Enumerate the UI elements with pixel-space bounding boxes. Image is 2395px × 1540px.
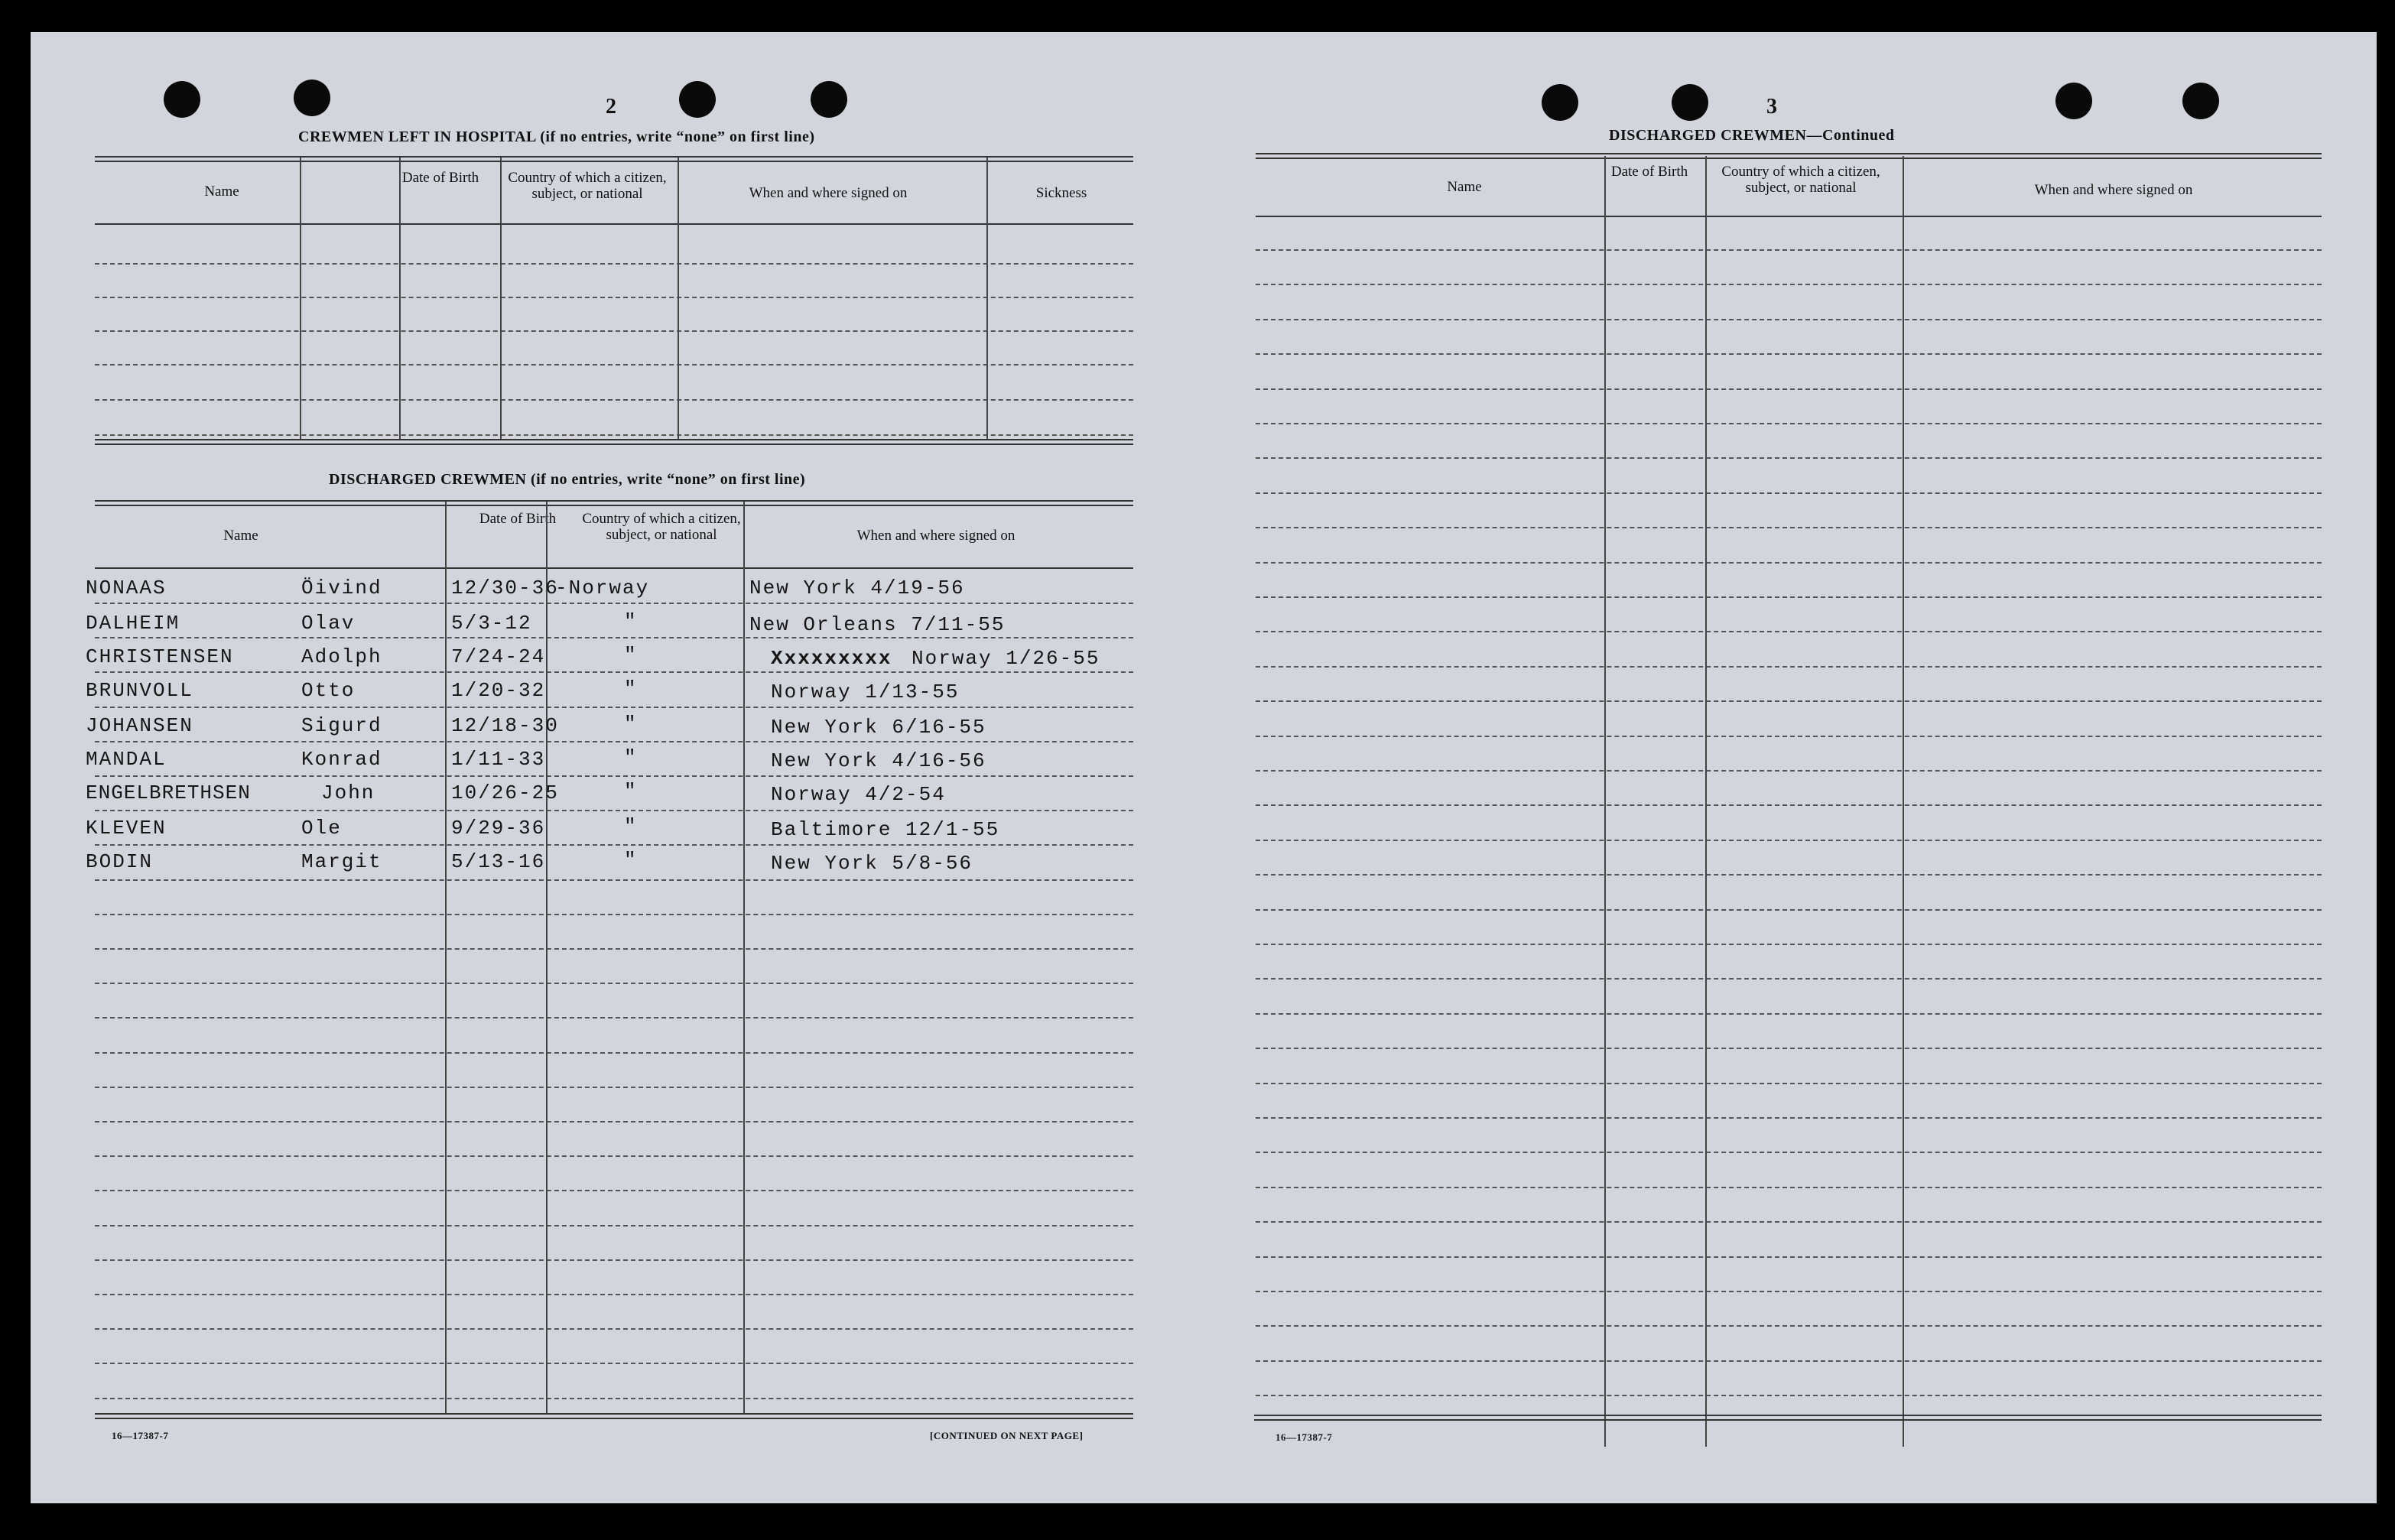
hospital-section-title: CREWMEN LEFT IN HOSPITAL (if no entries, write “none” on first line) <box>298 128 815 145</box>
cell-dob: 1/11-33 <box>451 748 546 771</box>
rule <box>95 567 1133 569</box>
cell-signed-on: Norway 1/13-55 <box>771 681 960 703</box>
column-divider <box>399 158 401 439</box>
row-rule <box>95 810 1133 811</box>
cell-country: " <box>624 849 638 872</box>
row-rule <box>95 948 1133 950</box>
column-header-name: Name <box>223 528 258 544</box>
cell-surname: ENGELBRETHSEN <box>86 781 251 804</box>
cell-given-name: Adolph <box>301 645 382 668</box>
row-rule <box>95 1328 1133 1330</box>
column-divider <box>678 158 679 439</box>
row-rule <box>95 707 1133 708</box>
cell-dob: 9/29-36 <box>451 817 546 840</box>
row-rule <box>95 1225 1133 1226</box>
cell-given-name: John <box>321 781 375 804</box>
row-rule <box>95 671 1133 673</box>
row-rule <box>95 364 1133 366</box>
form-number: 16—17387-7 <box>1275 1431 1333 1443</box>
discharged-section-title: DISCHARGED CREWMEN (if no entries, write “none” on first line) <box>329 471 806 488</box>
row-rule <box>95 1190 1133 1191</box>
column-header-country: Country of which a citizen, subject, or national <box>582 511 741 543</box>
column-header-name: Name <box>1447 179 1482 195</box>
cell-signed-on: New York 6/16-55 <box>771 716 986 739</box>
row-rule <box>1256 284 2322 285</box>
row-rule <box>1256 909 2322 911</box>
discharged-continued-title: DISCHARGED CREWMEN—Continued <box>1609 127 1895 144</box>
column-header-name: Name <box>204 184 239 200</box>
row-rule <box>95 399 1133 401</box>
row-rule <box>1256 978 2322 980</box>
cell-surname: DALHEIM <box>86 612 180 635</box>
row-rule <box>95 1398 1133 1399</box>
column-divider <box>445 502 447 1413</box>
column-divider <box>1705 156 1707 1447</box>
row-rule <box>95 844 1133 846</box>
row-rule <box>95 741 1133 742</box>
row-rule <box>1256 1395 2322 1396</box>
row-rule <box>95 775 1133 777</box>
row-rule <box>1256 562 2322 564</box>
punch-hole <box>2055 83 2092 119</box>
page-number: 3 <box>1766 95 1777 119</box>
cell-signed-on: Norway 4/2-54 <box>771 783 946 806</box>
cell-signed-on: Baltimore 12/1-55 <box>771 818 1000 841</box>
row-rule <box>1256 423 2322 424</box>
column-divider <box>1903 156 1904 1447</box>
cell-country: -Norway <box>555 577 650 599</box>
continued-note: [CONTINUED ON NEXT PAGE] <box>930 1430 1084 1441</box>
row-rule <box>1256 1048 2322 1049</box>
cell-country: " <box>624 815 638 838</box>
row-rule <box>1256 770 2322 772</box>
cell-given-name: Ole <box>301 817 342 840</box>
row-rule <box>1256 1360 2322 1362</box>
punch-hole <box>679 81 716 118</box>
row-rule <box>95 297 1133 298</box>
row-rule <box>95 1155 1133 1157</box>
row-rule <box>1256 319 2322 320</box>
rule <box>1254 1415 2322 1421</box>
row-rule <box>95 879 1133 881</box>
row-rule <box>95 1363 1133 1364</box>
cell-surname: MANDAL <box>86 748 167 771</box>
row-rule <box>1256 1083 2322 1084</box>
cell-signed-on-struck: Xxxxxxxxx <box>771 647 892 670</box>
row-rule <box>1256 840 2322 841</box>
cell-signed-on: Norway 1/26-55 <box>912 647 1100 670</box>
cell-surname: KLEVEN <box>86 817 167 840</box>
cell-surname: CHRISTENSEN <box>86 645 234 668</box>
cell-given-name: Sigurd <box>301 714 382 737</box>
cell-country: " <box>624 713 638 736</box>
row-rule <box>95 434 1133 436</box>
row-rule <box>1256 944 2322 945</box>
page-number: 2 <box>606 95 616 119</box>
row-rule <box>1256 388 2322 390</box>
row-rule <box>1256 596 2322 598</box>
row-rule <box>95 1259 1133 1261</box>
row-rule <box>1256 874 2322 876</box>
row-rule <box>1256 631 2322 632</box>
cell-surname: BRUNVOLL <box>86 679 193 702</box>
cell-dob: 1/20-32 <box>451 679 546 702</box>
row-rule <box>95 637 1133 638</box>
cell-given-name: Konrad <box>301 748 382 771</box>
punch-hole <box>1672 84 1708 121</box>
row-rule <box>1256 666 2322 668</box>
form-number: 16—17387-7 <box>112 1430 169 1441</box>
row-rule <box>1256 1291 2322 1292</box>
cell-dob: 12/30-36 <box>451 577 559 599</box>
row-rule <box>1256 1221 2322 1223</box>
row-rule <box>1256 1117 2322 1119</box>
punch-hole <box>164 81 200 118</box>
row-rule <box>95 263 1133 265</box>
punch-hole <box>811 81 847 118</box>
column-divider <box>546 502 548 1413</box>
rule <box>95 439 1133 445</box>
column-header-sickness: Sickness <box>1035 185 1087 201</box>
row-rule <box>1256 527 2322 528</box>
row-rule <box>95 603 1133 604</box>
column-header-country: Country of which a citizen, subject, or national <box>508 170 667 202</box>
cell-surname: BODIN <box>86 850 154 873</box>
column-header-dob: Date of Birth <box>479 511 557 527</box>
row-rule <box>95 983 1133 984</box>
row-rule <box>1256 1152 2322 1153</box>
cell-dob: 12/18-30 <box>451 714 559 737</box>
cell-signed-on: New York 4/19-56 <box>749 577 965 599</box>
column-header-dob: Date of Birth <box>401 170 479 186</box>
row-rule <box>95 1121 1133 1123</box>
rule <box>95 500 1133 506</box>
cell-surname: NONAAS <box>86 577 167 599</box>
punch-hole <box>1542 84 1578 121</box>
cell-country: " <box>624 780 638 803</box>
document-sheet <box>31 32 2377 1503</box>
column-divider <box>986 158 988 439</box>
cell-country: " <box>624 610 638 633</box>
column-divider <box>500 158 502 439</box>
row-rule <box>1256 1187 2322 1188</box>
punch-hole <box>294 80 330 116</box>
cell-signed-on: New York 4/16-56 <box>771 749 986 772</box>
column-header-country: Country of which a citizen, subject, or national <box>1721 164 1880 196</box>
punch-hole <box>2182 83 2219 119</box>
row-rule <box>1256 1325 2322 1327</box>
rule <box>95 156 1133 162</box>
cell-given-name: Margit <box>301 850 382 873</box>
row-rule <box>1256 353 2322 355</box>
cell-signed-on: New Orleans 7/11-55 <box>749 613 1006 636</box>
cell-dob: 10/26-25 <box>451 781 559 804</box>
rule <box>1256 153 2322 159</box>
column-header-signed-on: When and where signed on <box>856 528 1016 544</box>
row-rule <box>95 1052 1133 1054</box>
rule <box>1256 216 2322 217</box>
row-rule <box>1256 1256 2322 1258</box>
cell-country: " <box>624 677 638 700</box>
cell-country: " <box>624 746 638 769</box>
column-header-dob: Date of Birth <box>1610 164 1688 180</box>
column-divider <box>743 502 745 1413</box>
cell-signed-on: New York 5/8-56 <box>771 852 973 875</box>
row-rule <box>1256 804 2322 806</box>
cell-dob: 7/24-24 <box>451 645 546 668</box>
cell-country: " <box>624 644 638 667</box>
cell-given-name: Otto <box>301 679 356 702</box>
cell-dob: 5/3-12 <box>451 612 532 635</box>
cell-given-name: Öivind <box>301 577 382 599</box>
cell-given-name: Olav <box>301 612 356 635</box>
column-divider <box>1604 156 1606 1447</box>
row-rule <box>1256 249 2322 251</box>
row-rule <box>95 330 1133 332</box>
row-rule <box>95 1294 1133 1295</box>
row-rule <box>1256 736 2322 737</box>
row-rule <box>1256 1013 2322 1015</box>
column-header-signed-on: When and where signed on <box>749 185 908 201</box>
row-rule <box>95 914 1133 915</box>
cell-dob: 5/13-16 <box>451 850 546 873</box>
row-rule <box>95 1087 1133 1088</box>
rule <box>95 1413 1133 1419</box>
rule <box>95 223 1133 225</box>
row-rule <box>95 1017 1133 1019</box>
row-rule <box>1256 700 2322 702</box>
row-rule <box>1256 457 2322 459</box>
column-header-signed-on: When and where signed on <box>2034 182 2193 198</box>
cell-surname: JOHANSEN <box>86 714 193 737</box>
row-rule <box>1256 492 2322 494</box>
column-divider <box>300 158 301 439</box>
